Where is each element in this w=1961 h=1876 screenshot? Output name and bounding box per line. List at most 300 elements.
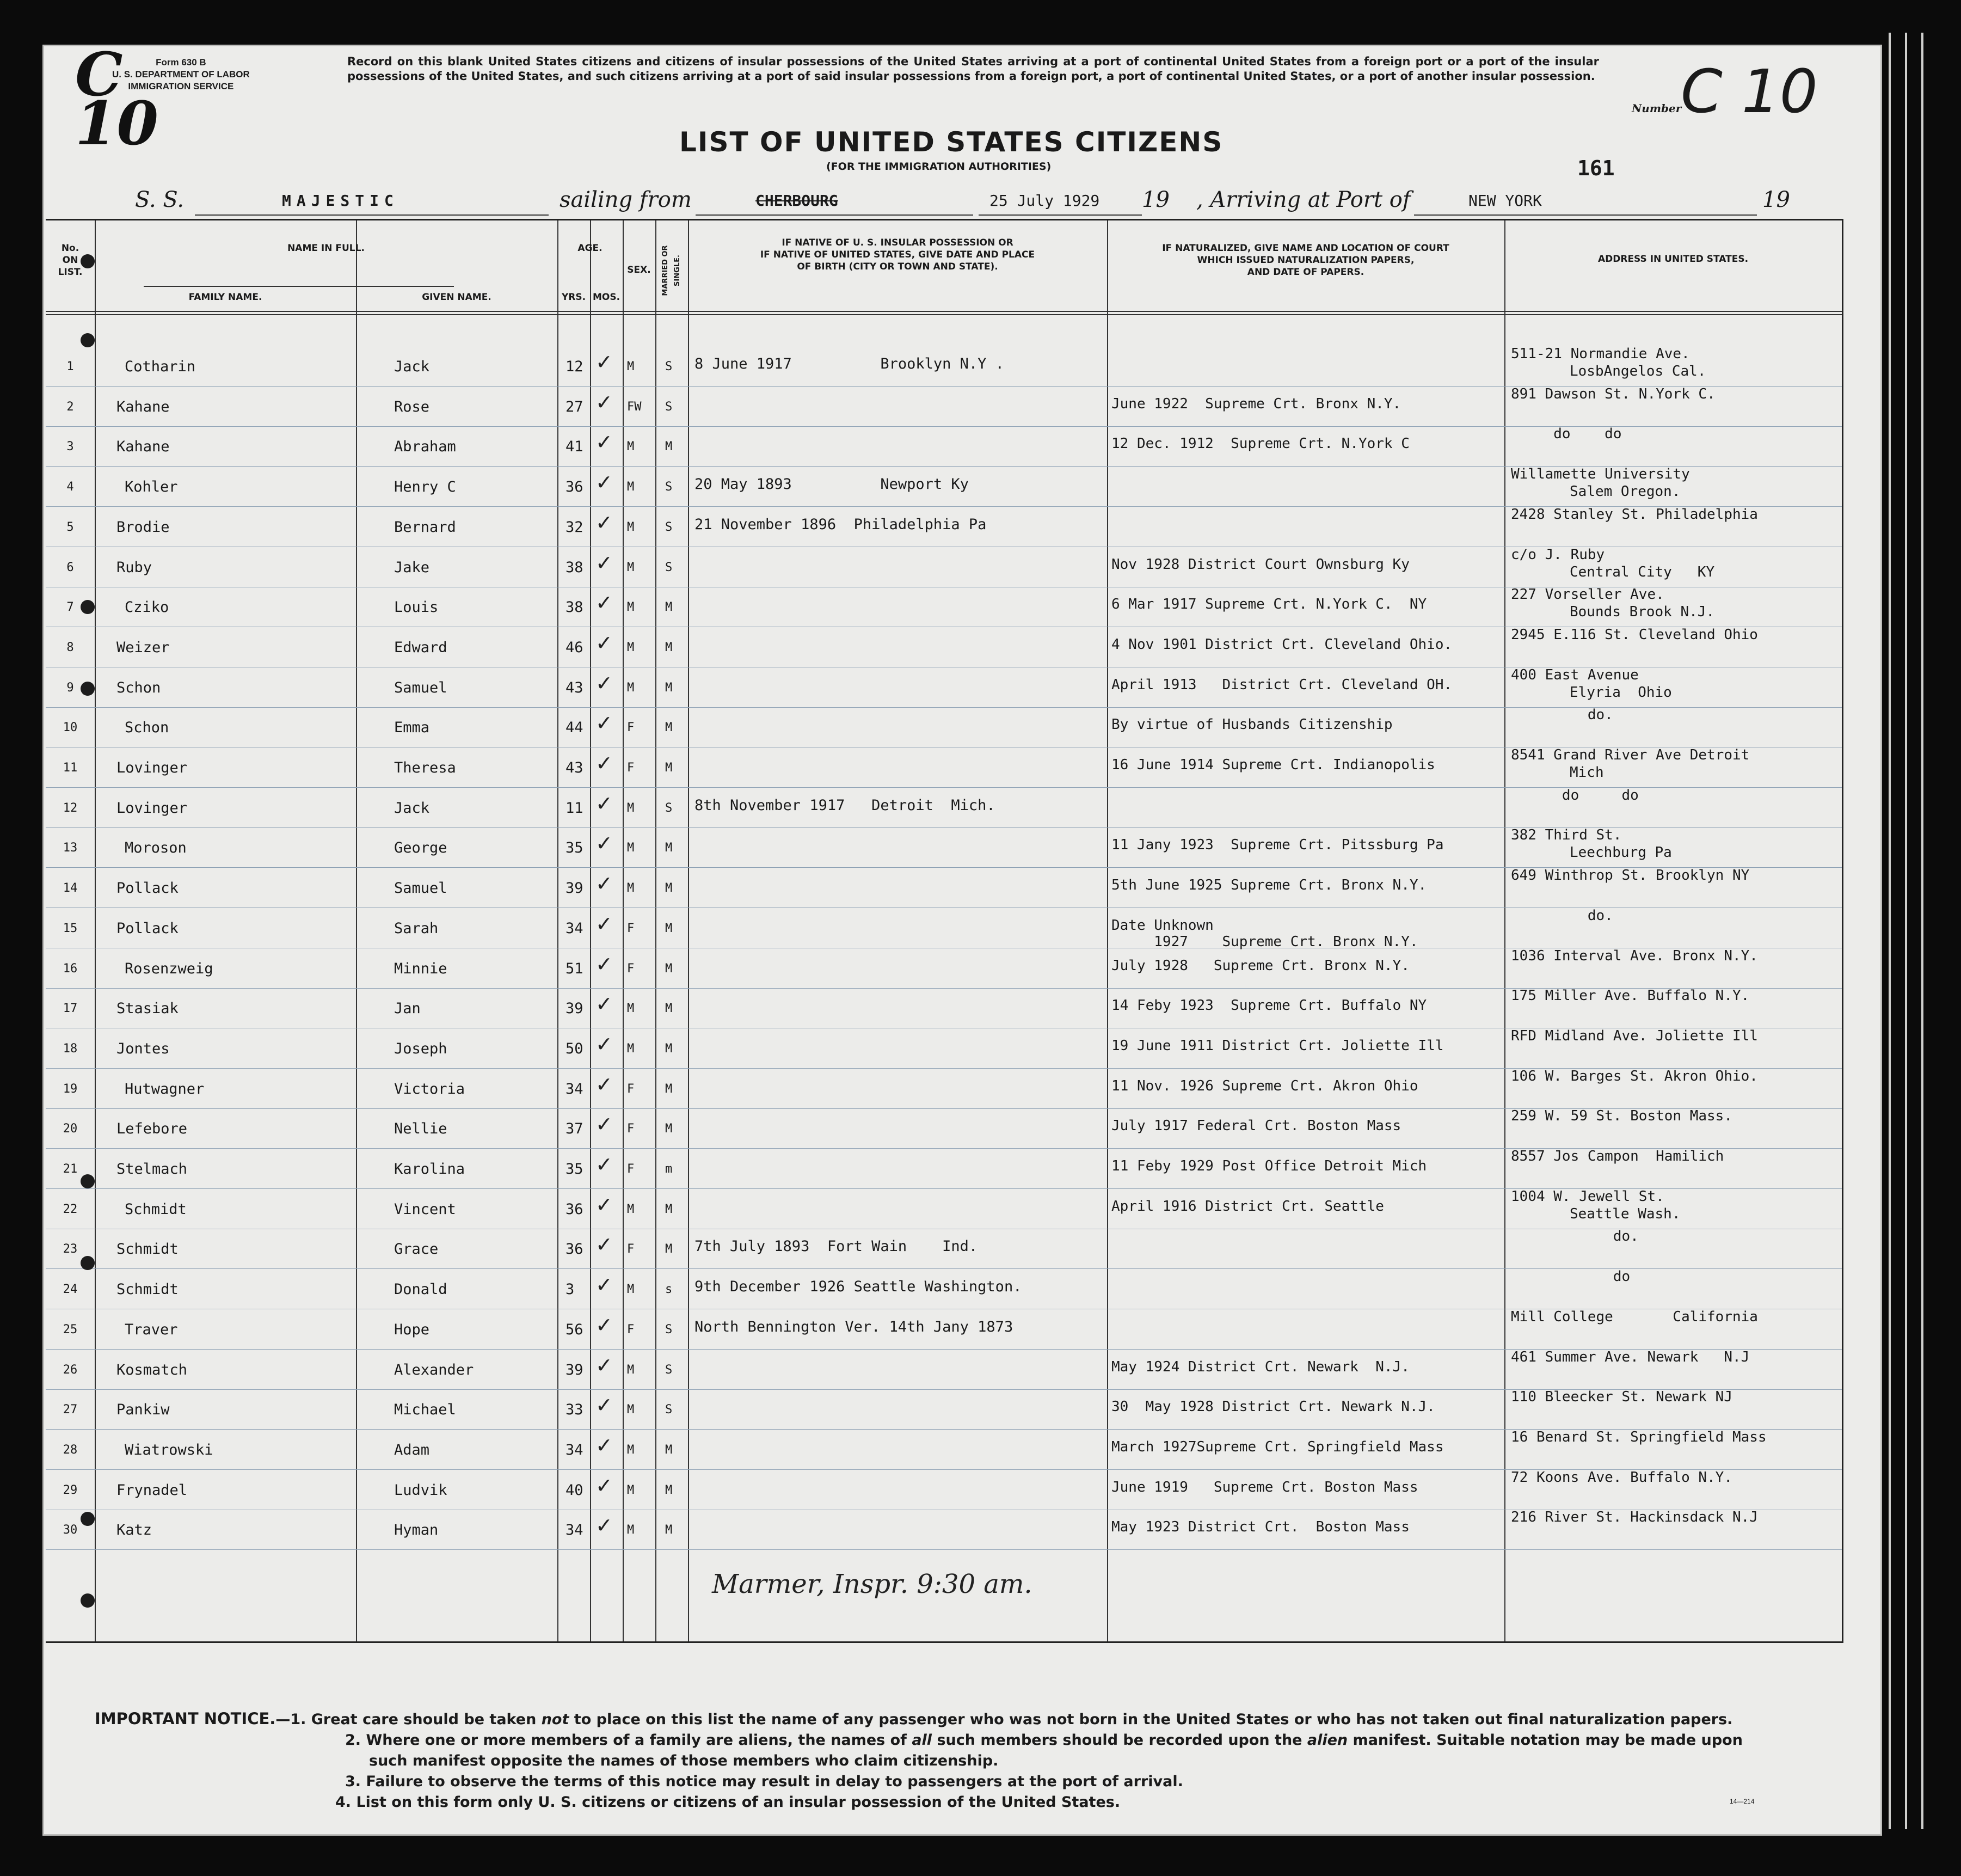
manifest-sheet (42, 39, 1882, 1836)
row-number: 13 (63, 841, 78, 855)
form-id: Form 630 B U. S. DEPARTMENT OF LABOR IMMIGRATION SERVICE (112, 57, 250, 91)
family-name: Kahane (116, 438, 170, 456)
address-line-2: Elyria Ohio (1570, 684, 1672, 701)
naturalization-info: June 1919 Supreme Crt. Boston Mass (1111, 1479, 1418, 1495)
marital-status: M (665, 841, 673, 855)
marital-status: M (665, 1082, 673, 1096)
naturalization-info: April 1916 District Crt. Seattle (1111, 1198, 1384, 1215)
age-years: 27 (565, 398, 583, 415)
sex: F (627, 761, 635, 775)
address-line-1: 461 Summer Ave. Newark N.J (1511, 1348, 1750, 1365)
given-name: Victoria (394, 1080, 465, 1098)
tick-mark: ✓ (595, 912, 613, 936)
row-number: 2 (66, 400, 74, 414)
number-value: C 10 (1681, 57, 1818, 126)
family-name: Schmidt (116, 1281, 179, 1298)
row-rule (46, 1549, 1842, 1550)
address-line-2: Bounds Brook N.J. (1570, 604, 1715, 621)
age-years: 38 (565, 559, 583, 576)
address-line-1: Willamette University (1511, 466, 1690, 483)
row-number: 16 (63, 961, 78, 976)
naturalization-info: Nov 1928 District Court Ownsburg Ky (1111, 556, 1410, 573)
naturalization-info: March 1927Supreme Crt. Springfield Mass (1111, 1438, 1444, 1455)
sex: M (627, 560, 635, 574)
age-years: 33 (565, 1401, 583, 1419)
sex: M (627, 480, 635, 494)
sex: F (627, 1122, 635, 1136)
tick-mark: ✓ (595, 953, 613, 976)
ship-name: MAJESTIC (282, 192, 399, 210)
address-line-1: 8541 Grand River Ave Detroit (1511, 747, 1750, 763)
naturalization-info: July 1917 Federal Crt. Boston Mass (1111, 1118, 1401, 1135)
given-name: Hope (394, 1321, 430, 1338)
address-line-1: 891 Dawson St. N.York C. (1511, 385, 1716, 402)
given-name: Theresa (394, 759, 456, 776)
given-name: Rose (394, 398, 430, 415)
tick-mark: ✓ (595, 792, 613, 816)
family-name: Kosmatch (116, 1361, 188, 1378)
address-line-1: 110 Bleecker St. Newark NJ (1511, 1389, 1732, 1406)
row-number: 29 (63, 1483, 78, 1497)
age-years: 44 (565, 719, 583, 737)
birth-info: 20 May 1893 Newport Ky (694, 476, 969, 493)
row-number: 15 (63, 921, 78, 935)
tick-mark: ✓ (595, 752, 613, 775)
naturalization-info: 19 June 1911 District Crt. Joliette Ill (1111, 1037, 1444, 1054)
binding-hole (81, 333, 95, 347)
naturalization-info: 6 Mar 1917 Supreme Crt. N.York C. NY (1111, 596, 1427, 613)
sex: M (627, 1041, 635, 1056)
marital-status: M (665, 1483, 673, 1497)
naturalization-info: 16 June 1914 Supreme Crt. Indianopolis (1111, 757, 1435, 773)
footer-code: 14—214 (1730, 1798, 1755, 1805)
given-name: Joseph (394, 1040, 447, 1057)
col-mos: MOS. (592, 292, 620, 303)
row-number: 22 (63, 1202, 78, 1216)
family-name: Schmidt (125, 1200, 187, 1218)
sailing-date: 25 July 1929 (989, 192, 1100, 210)
address-line-1: 216 River St. Hackinsdack N.J (1511, 1509, 1758, 1526)
naturalization-info: May 1924 District Crt. Newark N.J. (1111, 1358, 1410, 1375)
naturalization-info: 11 Nov. 1926 Supreme Crt. Akron Ohio (1111, 1077, 1418, 1094)
sex: M (627, 841, 635, 855)
family-name: Traver (125, 1321, 178, 1338)
family-name: Wiatrowski (125, 1441, 213, 1458)
col-family-name: FAMILY NAME. (188, 292, 262, 303)
col-married: MARRIED OR SINGLE. (661, 245, 681, 296)
page-title: LIST OF UNITED STATES CITIZENS (679, 126, 1224, 158)
marital-status: M (665, 961, 673, 976)
to-underline (1414, 214, 1757, 216)
family-name: Schon (116, 679, 161, 696)
sex: M (627, 801, 635, 815)
binding-hole (81, 1512, 95, 1526)
marital-status: M (665, 600, 673, 615)
tick-mark: ✓ (595, 832, 613, 856)
marital-status: M (665, 1202, 673, 1216)
col-naturalized: IF NATURALIZED, GIVE NAME AND LOCATION OF COURT WHICH ISSUED NATURALIZATION PAPERS, AND DATE OF PAPERS. (1162, 243, 1449, 278)
row-number: 17 (63, 1002, 78, 1016)
tick-mark: ✓ (595, 1515, 613, 1538)
page-number: 161 (1577, 156, 1615, 180)
marital-status: S (665, 801, 673, 815)
age-years: 35 (565, 839, 583, 857)
corner-mark: C 10 (75, 39, 159, 158)
row-number: 26 (63, 1363, 78, 1377)
age-years: 43 (565, 759, 583, 776)
given-name: Grace (394, 1241, 439, 1258)
given-name: Henry C (394, 479, 456, 496)
marital-status: M (665, 921, 673, 935)
tick-mark: ✓ (595, 1474, 613, 1498)
given-name: Jack (394, 358, 430, 375)
tick-mark: ✓ (595, 632, 613, 655)
family-name: Stelmach (116, 1161, 188, 1178)
sex: M (627, 1483, 635, 1497)
marital-status: M (665, 640, 673, 654)
sex: M (627, 1202, 635, 1216)
marital-status: s (665, 1283, 673, 1297)
inspector-signature: Marmer, Inspr. 9:30 am. (712, 1569, 1032, 1599)
age-years: 34 (565, 1441, 583, 1458)
marital-status: M (665, 721, 673, 735)
manifest-table (46, 219, 1843, 1643)
sex: F (627, 721, 635, 735)
family-name: Ruby (116, 559, 152, 576)
age-years: 50 (565, 1040, 583, 1057)
birth-info: 21 November 1896 Philadelphia Pa (694, 516, 987, 533)
family-name: Lefebore (116, 1120, 188, 1138)
family-name: Schmidt (116, 1241, 179, 1258)
tick-mark: ✓ (595, 1314, 613, 1337)
naturalization-info: 4 Nov 1901 District Crt. Cleveland Ohio. (1111, 636, 1453, 653)
tick-mark: ✓ (595, 391, 613, 414)
instructions: Record on this blank United States citizens and citizens of insular possessions of the United States arriving at a port of continental United States from a foreign port or a port of the insular possessions of the United States, and such citizens arriving at a port of said insular possessions from a foreign port, a port of continental United States, or a port of another insular possession. (347, 55, 1599, 83)
sex: F (627, 921, 635, 935)
address-line-1: 1004 W. Jewell St. (1511, 1188, 1664, 1205)
family-name: Jontes (116, 1040, 170, 1057)
family-name: Frynadel (116, 1481, 188, 1499)
address-line-1: 16 Benard St. Springfield Mass (1511, 1429, 1767, 1445)
row-number: 10 (63, 721, 78, 735)
age-years: 34 (565, 1522, 583, 1539)
family-name: Pankiw (116, 1401, 170, 1419)
birth-info: 7th July 1893 Fort Wain Ind. (694, 1238, 978, 1255)
tick-mark: ✓ (595, 511, 613, 535)
age-years: 12 (565, 358, 583, 375)
given-name: Jack (394, 799, 430, 817)
row-number: 14 (63, 881, 78, 896)
binding-hole (81, 1174, 95, 1188)
sex: F (627, 1322, 635, 1337)
col-yrs: YRS. (561, 292, 586, 303)
address-line-1: do. (1511, 707, 1613, 724)
age-years: 43 (565, 679, 583, 696)
family-name: Hutwagner (125, 1080, 205, 1098)
address-line-1: 259 W. 59 St. Boston Mass. (1511, 1108, 1732, 1125)
address-line-2: Leechburg Pa (1570, 844, 1672, 861)
tick-mark: ✓ (595, 592, 613, 615)
col-no: No. ON LIST. (58, 243, 83, 278)
sex: M (627, 1523, 635, 1537)
age-years: 11 (565, 799, 583, 817)
row-number: 19 (63, 1082, 78, 1096)
col-given-name: GIVEN NAME. (422, 292, 491, 303)
row-number: 20 (63, 1122, 78, 1136)
marital-status: S (665, 1403, 673, 1417)
age-years: 56 (565, 1321, 583, 1338)
naturalization-info: 11 Jany 1923 Supreme Crt. Pitssburg Pa (1111, 837, 1444, 854)
address-line-2: LosbAngelos Cal. (1570, 363, 1706, 379)
family-name: Cotharin (125, 358, 196, 375)
address-line-1: 2428 Stanley St. Philadelphia (1511, 506, 1758, 523)
row-number: 8 (66, 640, 74, 654)
given-name: Donald (394, 1281, 447, 1298)
address-line-2: Central City KY (1570, 563, 1715, 580)
tick-mark: ✓ (595, 471, 613, 495)
from-underline (696, 214, 973, 216)
address-line-1: 400 East Avenue (1511, 666, 1639, 683)
given-name: Sarah (394, 919, 439, 937)
birth-info: 9th December 1926 Seattle Washington. (694, 1278, 1022, 1296)
given-name: Emma (394, 719, 430, 737)
address-line-1: 72 Koons Ave. Buffalo N.Y. (1511, 1469, 1732, 1486)
marital-status: S (665, 1322, 673, 1337)
col-native: IF NATIVE OF U. S. INSULAR POSSESSION OR IF NATIVE OF UNITED STATES, GIVE DATE AND PLACE OF BIRTH (CITY OR TOWN AND STATE). (760, 237, 1035, 272)
family-name: Pollack (116, 919, 179, 937)
ship-underline (195, 214, 549, 216)
row-number: 30 (63, 1523, 78, 1537)
year-label: 19 (1142, 187, 1170, 212)
naturalization-info: April 1913 District Crt. Cleveland OH. (1111, 676, 1453, 693)
row-number: 1 (66, 360, 74, 373)
year-label-2: 19 (1762, 187, 1790, 212)
sex: M (627, 360, 635, 373)
sex: M (627, 680, 635, 695)
family-name: Moroson (125, 839, 187, 857)
age-years: 51 (565, 960, 583, 977)
tick-mark: ✓ (595, 351, 613, 374)
given-name: Karolina (394, 1161, 465, 1178)
age-years: 35 (565, 1161, 583, 1178)
sailing-label: sailing from (560, 187, 692, 212)
naturalization-info: June 1922 Supreme Crt. Bronx N.Y. (1111, 395, 1401, 412)
number-label: Number (1632, 102, 1682, 115)
family-name: Stasiak (116, 1000, 179, 1017)
naturalization-info: 30 May 1928 District Crt. Newark N.J. (1111, 1399, 1435, 1415)
tick-mark: ✓ (595, 1274, 613, 1297)
naturalization-info: By virtue of Husbands Citizenship (1111, 716, 1393, 733)
sex: M (627, 520, 635, 534)
given-name: Bernard (394, 518, 456, 536)
address-line-2: Salem Oregon. (1570, 483, 1681, 500)
given-name: Ludvik (394, 1481, 447, 1499)
address-line-2: Seattle Wash. (1570, 1205, 1681, 1222)
address-line-1: 382 Third St. (1511, 827, 1622, 844)
binding-hole (81, 682, 95, 696)
age-years: 36 (565, 479, 583, 496)
row-number: 21 (63, 1162, 78, 1176)
row-number: 23 (63, 1242, 78, 1256)
age-years: 32 (565, 518, 583, 536)
family-name: Schon (125, 719, 169, 737)
tick-mark: ✓ (595, 551, 613, 575)
arriving-label: , Arriving at Port of (1196, 187, 1411, 212)
given-name: Vincent (394, 1200, 456, 1218)
family-name: Pollack (116, 880, 179, 897)
binding-hole (81, 600, 95, 614)
marital-status: S (665, 520, 673, 534)
port-to: NEW YORK (1468, 192, 1542, 210)
row-number: 7 (66, 600, 74, 615)
family-name: Rosenzweig (125, 960, 213, 977)
age-years: 39 (565, 1000, 583, 1017)
row-number: 3 (66, 440, 74, 454)
address-line-2: Mich (1570, 764, 1604, 781)
row-number: 25 (63, 1322, 78, 1337)
marital-status: M (665, 761, 673, 775)
given-name: Jan (394, 1000, 421, 1017)
address-line-1: do do (1511, 426, 1622, 443)
sex: FW (627, 400, 642, 414)
tick-mark: ✓ (595, 712, 613, 735)
marital-status: M (665, 1002, 673, 1016)
address-line-1: Mill College California (1511, 1308, 1758, 1325)
given-name: Nellie (394, 1120, 447, 1138)
row-number: 28 (63, 1443, 78, 1457)
binding-hole (81, 1256, 95, 1270)
row-number: 6 (66, 560, 74, 574)
age-years: 38 (565, 599, 583, 616)
family-name: Katz (116, 1522, 152, 1539)
sex: M (627, 1283, 635, 1297)
family-name: Brodie (116, 518, 170, 536)
sex: M (627, 1403, 635, 1417)
marital-status: M (665, 1523, 673, 1537)
tick-mark: ✓ (595, 873, 613, 896)
sex: F (627, 1082, 635, 1096)
row-number: 9 (66, 680, 74, 695)
family-name: Lovinger (116, 799, 188, 817)
tick-mark: ✓ (595, 1394, 613, 1418)
family-name: Cziko (125, 599, 169, 616)
marital-status: S (665, 560, 673, 574)
date-underline (979, 214, 1142, 216)
given-name: Louis (394, 599, 439, 616)
marital-status: S (665, 360, 673, 373)
col-address: ADDRESS IN UNITED STATES. (1597, 254, 1749, 265)
given-name: Minnie (394, 960, 447, 977)
family-name: Weizer (116, 639, 170, 656)
given-name: Samuel (394, 679, 447, 696)
address-line-1: 175 Miller Ave. Buffalo N.Y. (1511, 988, 1750, 1004)
address-line-1: 2945 E.116 St. Cleveland Ohio (1511, 626, 1758, 643)
family-name: Kahane (116, 398, 170, 415)
given-name: Jake (394, 559, 430, 576)
marital-status: S (665, 1363, 673, 1377)
given-name: Abraham (394, 438, 456, 456)
marital-status: M (665, 680, 673, 695)
age-years: 41 (565, 438, 583, 456)
marital-status: m (665, 1162, 673, 1176)
naturalization-info: May 1923 District Crt. Boston Mass (1111, 1519, 1410, 1536)
binding-hole (81, 1593, 95, 1608)
row-number: 11 (63, 761, 78, 775)
address-line-1: 8557 Jos Campon Hamilich (1511, 1148, 1724, 1164)
age-years: 40 (565, 1481, 583, 1499)
row-number: 12 (63, 801, 78, 815)
age-years: 39 (565, 1361, 583, 1378)
tick-mark: ✓ (595, 1234, 613, 1257)
binding-hole (81, 254, 95, 268)
address-line-1: 1036 Interval Ave. Bronx N.Y. (1511, 947, 1758, 964)
marital-status: S (665, 480, 673, 494)
age-years: 36 (565, 1241, 583, 1258)
birth-info: North Bennington Ver. 14th Jany 1873 (694, 1318, 1013, 1335)
marital-status: M (665, 1041, 673, 1056)
sex: F (627, 1162, 635, 1176)
address-line-1: RFD Midland Ave. Joliette Ill (1511, 1027, 1758, 1044)
given-name: Michael (394, 1401, 456, 1419)
tick-mark: ✓ (595, 1154, 613, 1176)
address-line-1: 227 Vorseller Ave. (1511, 586, 1664, 603)
age-years: 39 (565, 880, 583, 897)
sex: M (627, 1443, 635, 1457)
age-years: 37 (565, 1120, 583, 1138)
row-number: 27 (63, 1403, 78, 1417)
address-line-1: do (1511, 1268, 1631, 1285)
col-age: AGE. (577, 243, 603, 254)
age-years: 46 (565, 639, 583, 656)
tick-mark: ✓ (595, 1354, 613, 1377)
port-from: CHERBOURG (755, 192, 838, 210)
age-years: 34 (565, 1080, 583, 1098)
address-line-1: do. (1511, 907, 1613, 924)
tick-mark: ✓ (595, 1434, 613, 1457)
given-name: Alexander (394, 1361, 474, 1378)
naturalization-info: 5th June 1925 Supreme Crt. Bronx N.Y. (1111, 877, 1427, 894)
tick-mark: ✓ (595, 993, 613, 1016)
naturalization-info: 11 Feby 1929 Post Office Detroit Mich (1111, 1158, 1427, 1174)
naturalization-info: 12 Dec. 1912 Supreme Crt. N.York C (1111, 436, 1410, 452)
address-line-1: c/o J. Ruby (1511, 546, 1605, 563)
naturalization-info: July 1928 Supreme Crt. Bronx N.Y. (1111, 957, 1410, 974)
marital-status: M (665, 1443, 673, 1457)
naturalization-info: Date Unknown 1927 Supreme Crt. Bronx N.Y. (1111, 917, 1418, 950)
tick-mark: ✓ (595, 431, 613, 455)
address-line-1: 511-21 Normandie Ave. (1511, 346, 1690, 362)
marital-status: M (665, 1242, 673, 1256)
important-notice: IMPORTANT NOTICE.—1. Great care should be taken not to place on this list the name of any passenger who was not born in the United States or who has not taken out final naturalization papers. 2. Where one or more members of a family are aliens, the names of all such members should be recorded upon the alien manifest. Suitable notation may be made upon such manifest opposite the names of those members who claim citizenship. 3. Failure to observe the terms of this notice may result in delay to passengers at the port of arrival. 4. List on this form only U. S. citizens or citizens of an insular possession of the United States. (95, 1709, 1743, 1811)
sex: M (627, 1363, 635, 1377)
birth-info: 8 June 1917 Brooklyn N.Y . (694, 355, 1004, 372)
tick-mark: ✓ (595, 1113, 613, 1137)
tick-mark: ✓ (595, 1033, 613, 1056)
page-subtitle: (FOR THE IMMIGRATION AUTHORITIES) (826, 161, 1052, 173)
sex: M (627, 1002, 635, 1016)
family-name: Kohler (125, 479, 178, 496)
tick-mark: ✓ (595, 672, 613, 695)
address-line-1: 649 Winthrop St. Brooklyn NY (1511, 867, 1750, 884)
row-number: 24 (63, 1283, 78, 1297)
col-sex: SEX. (627, 265, 651, 275)
col-name-in-full: NAME IN FULL. (287, 243, 365, 254)
marital-status: S (665, 400, 673, 414)
given-name: Adam (394, 1441, 430, 1458)
address-line-1: 106 W. Barges St. Akron Ohio. (1511, 1068, 1758, 1084)
family-name: Lovinger (116, 759, 188, 776)
age-years: 34 (565, 919, 583, 937)
